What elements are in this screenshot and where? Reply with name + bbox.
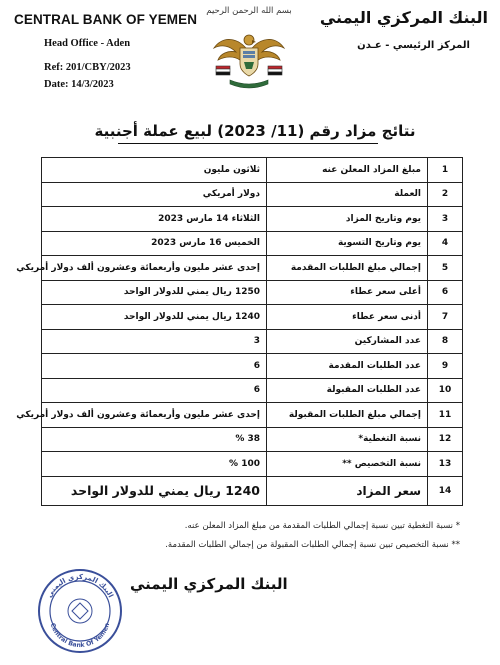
- table-row: [42, 403, 463, 428]
- table-row: [42, 182, 463, 207]
- row-label: إجمالي مبلغ الطلبات المقبولة: [267, 403, 428, 428]
- table-row: [42, 256, 463, 281]
- row-number: 12: [428, 427, 463, 452]
- row-number: 8: [428, 329, 463, 354]
- row-label: عدد المشاركين: [267, 329, 428, 354]
- row-value: 1240 ريال يمني للدولار الواحد: [42, 476, 267, 505]
- row-value: الثلاثاء 14 مارس 2023: [42, 207, 267, 232]
- document-title: نتائج مزاد رقم (11/ 2023) لبيع عملة أجنبية: [94, 122, 416, 140]
- row-value: 1250 ريال يمني للدولار الواحد: [42, 280, 267, 305]
- row-number: 14: [428, 476, 463, 505]
- office-name-en: Head Office - Aden: [44, 38, 131, 49]
- row-value: ثلاثون مليون: [42, 158, 267, 183]
- row-label: عدد الطلبات المقبولة: [267, 378, 428, 403]
- table-row: [42, 207, 463, 232]
- table-row: [42, 305, 463, 330]
- row-label: مبلغ المزاد المعلن عنه: [267, 158, 428, 183]
- row-number: 4: [428, 231, 463, 256]
- row-label: يوم وتاريخ المزاد: [267, 207, 428, 232]
- table-row: [42, 231, 463, 256]
- row-number: 10: [428, 378, 463, 403]
- row-value: 6: [42, 378, 267, 403]
- row-label: يوم وتاريخ التسوية: [267, 231, 428, 256]
- row-number: 6: [428, 280, 463, 305]
- bank-name-en: CENTRAL BANK OF YEMEN: [14, 12, 198, 27]
- seal-text-ar: البنك المركزي اليمني: [45, 572, 115, 599]
- table-row: [42, 452, 463, 477]
- table-row: [42, 427, 463, 452]
- row-label: العملة: [267, 182, 428, 207]
- row-label: عدد الطلبات المقدمة: [267, 354, 428, 379]
- row-value: 3: [42, 329, 267, 354]
- row-label: نسبة التخصيص **: [267, 452, 428, 477]
- table-row: [42, 476, 463, 505]
- office-name-ar: المركز الرئيسي - عـدن: [357, 40, 470, 51]
- signature-bank-name: البنك المركزي اليمني: [130, 575, 288, 593]
- row-label: أدنى سعر عطاء: [267, 305, 428, 330]
- row-label: إجمالي مبلغ الطلبات المقدمة: [267, 256, 428, 281]
- row-number: 3: [428, 207, 463, 232]
- footnote-coverage: * نسبة التغطية تبين نسبة إجمالي الطلبات المقدمة من مبلغ المزاد المعلن عنه.: [184, 521, 460, 531]
- row-value: 6: [42, 354, 267, 379]
- seal-text-en: Central Bank Of Yemen: [48, 622, 112, 650]
- table-row: [42, 329, 463, 354]
- table-row: [42, 280, 463, 305]
- document-date: Date: 14/3/2023: [44, 79, 114, 90]
- basmala: بسم الله الرحمن الرحيم: [206, 6, 292, 16]
- official-seal-icon: [36, 567, 124, 655]
- bank-name-ar: البنك المركزي اليمني: [319, 8, 488, 27]
- row-value: دولار أمريكي: [42, 182, 267, 207]
- row-number: 9: [428, 354, 463, 379]
- eagle-emblem-icon: [208, 22, 290, 94]
- row-number: 5: [428, 256, 463, 281]
- row-value: إحدى عشر مليون وأربعمائة وعشرون ألف دولار أمريكي: [42, 256, 267, 281]
- row-value: إحدى عشر مليون وأربعمائة وعشرون ألف دولار أمريكي: [42, 403, 267, 428]
- title-underline: [118, 143, 378, 144]
- row-number: 2: [428, 182, 463, 207]
- row-number: 1: [428, 158, 463, 183]
- row-label: سعر المزاد: [267, 476, 428, 505]
- reference-number: Ref: 201/CBY/2023: [44, 62, 131, 73]
- row-label: نسبة التغطية*: [267, 427, 428, 452]
- table-row: [42, 354, 463, 379]
- row-value: 38 %: [42, 427, 267, 452]
- footnote-allocation: ** نسبة التخصيص تبين نسبة إجمالي الطلبات المقبولة من إجمالي الطلبات المقدمة.: [165, 540, 460, 550]
- row-number: 11: [428, 403, 463, 428]
- table-row: [42, 378, 463, 403]
- auction-results-table: [16, 157, 463, 506]
- row-number: 13: [428, 452, 463, 477]
- row-value: الخميس 16 مارس 2023: [42, 231, 267, 256]
- row-label: أعلى سعر عطاء: [267, 280, 428, 305]
- row-value: 100 %: [42, 452, 267, 477]
- table-row: [42, 158, 463, 183]
- row-number: 7: [428, 305, 463, 330]
- row-value: 1240 ريال يمني للدولار الواحد: [42, 305, 267, 330]
